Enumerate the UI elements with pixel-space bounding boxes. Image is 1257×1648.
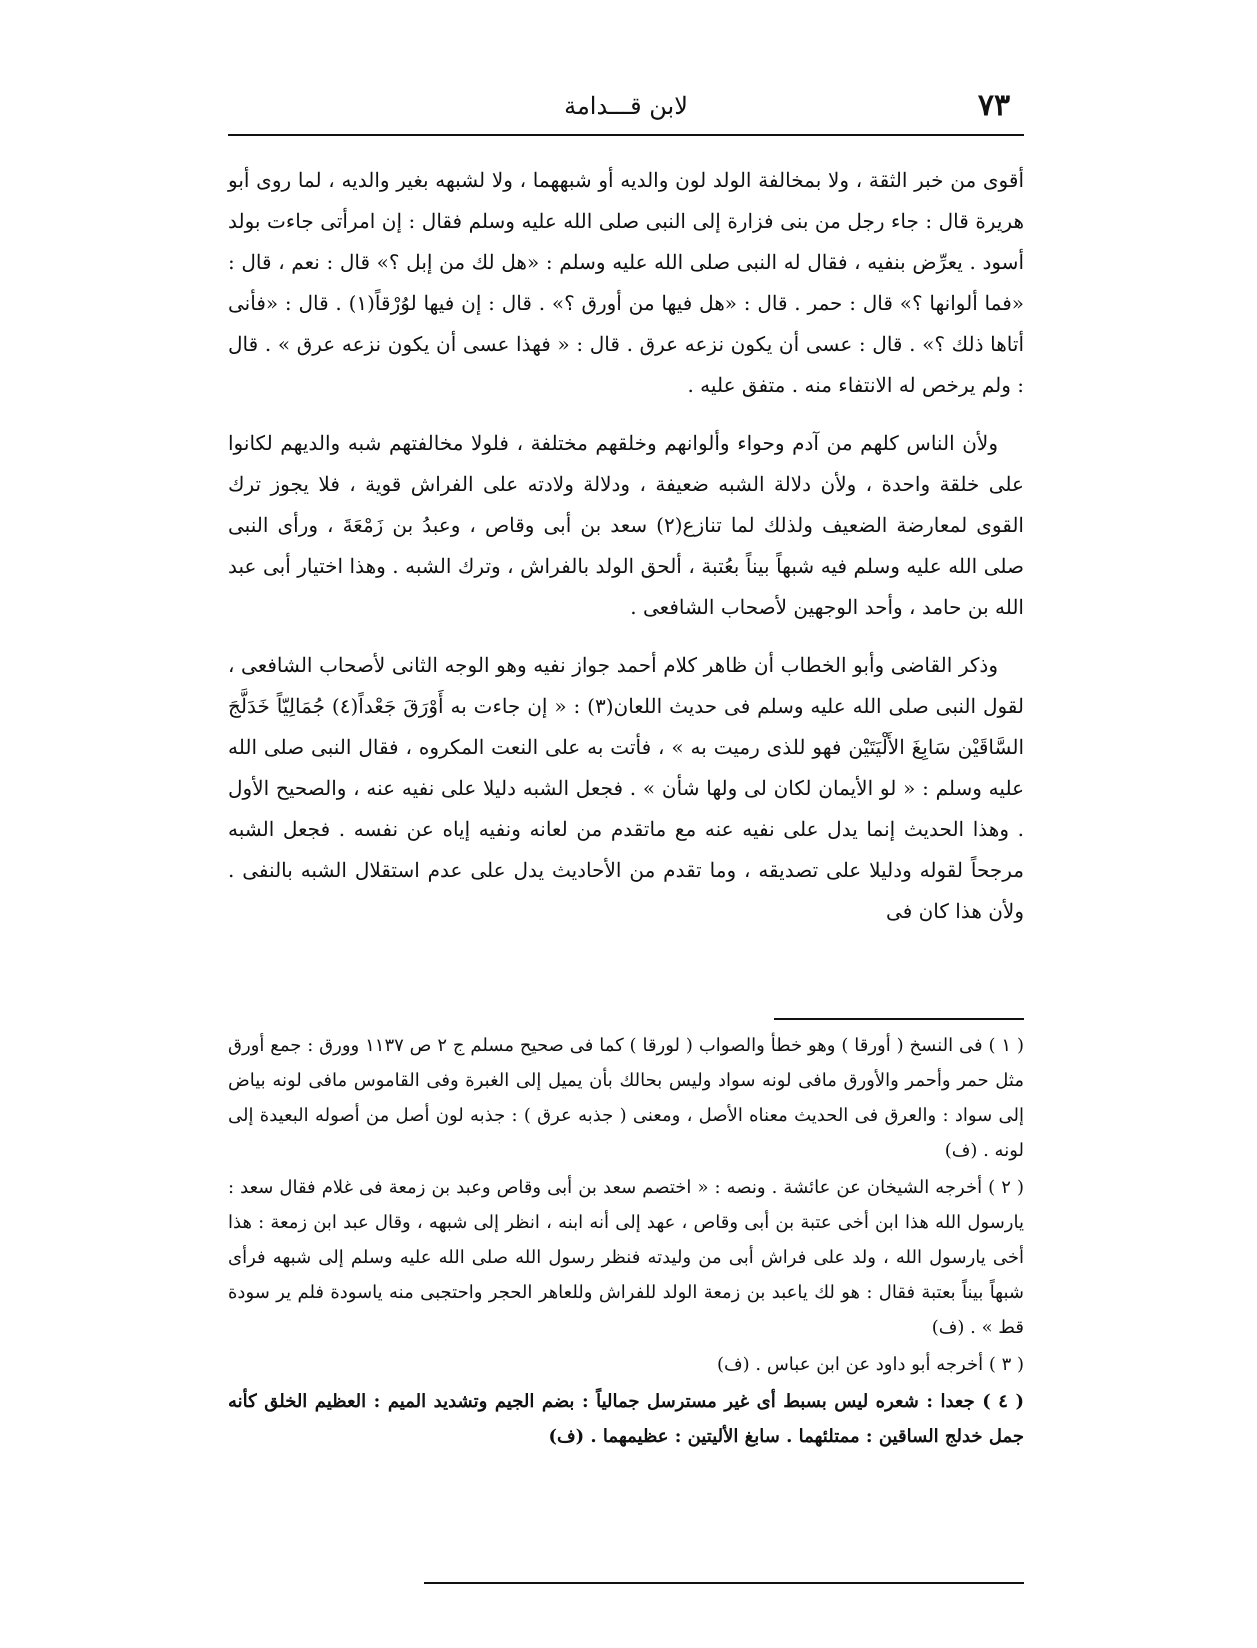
bottom-rule xyxy=(424,1582,1024,1584)
footnote-1: ( ١ ) فى النسخ ( أورقا ) وهو خطأ والصواب ( لورقا ) كما فى صحيح مسلم ج ٢ ص ١١٣٧ وورق : جمع أورق مثل حمر وأحمر والأورق مافى لونه سواد وليس بحالك بأن يميل إلى الغبرة وفى القاموس مافى لونه بياض إلى سواد : والعرق فى الحديث معناه الأصل ، ومعنى ( جذبه عرق ) : جذبه لون أصل من أصوله البعيدة إلى لونه . (ف) xyxy=(228,1035,1024,1161)
footnotes xyxy=(228,1028,1024,1456)
page-number: ٧٣ xyxy=(977,88,1011,123)
paragraph-1: أقوى من خبر الثقة ، ولا بمخالفة الولد لون والديه أو شبههما ، ولا لشبهه بغير والديه ، لما روى أبو هريرة قال : جاء رجل من بنى فزارة إلى النبى صلى الله عليه وسلم فقال : إن امرأتى جاءت بولد أسود . يعرِّض بنفيه ، فقال له النبى صلى الله عليه وسلم : «هل لك من إبل ؟» قال : نعم ، قال : «فما ألوانها ؟» قال : حمر . قال : «هل فيها من أورق ؟» . قال : إن فيها لوُرْقاً(١) . قال : «فأنى أتاها ذلك ؟» . قال : عسى أن يكون نزعه عرق . قال : « فهذا عسى أن يكون نزعه عرق » . قال : ولم يرخص له الانتفاء منه . متفق عليه . xyxy=(228,168,1025,397)
footnote-separator xyxy=(774,1018,1024,1020)
footnote-2: ( ٢ ) أخرجه الشيخان عن عائشة . ونصه : « اختصم سعد بن أبى وقاص وعبد بن زمعة فى غلام فقال سعد : يارسول الله هذا ابن أخى عتبة بن أبى وقاص ، عهد إلى أنه ابنه ، انظر إلى شبهه ، وقال عبد ابن زمعة : هذا أخى يارسول الله ، ولد على فراش أبى من وليدته فنظر رسول الله صلى الله عليه وسلم إلى شبهه فرأى شبهاً بيناً بعتبة فقال : هو لك ياعبد بن زمعة الولد للفراش وللعاهر الحجر واحتجبى منه ياسودة فلم ير سودة قط » . (ف) xyxy=(228,1177,1024,1338)
paragraph-2: ولأن الناس كلهم من آدم وحواء وألوانهم وخلقهم مختلفة ، فلولا مخالفتهم شبه والديهم لكانوا على خلقة واحدة ، ولأن دلالة الشبه ضعيفة ، ودلالة ولادته على الفراش قوية ، فلا يجوز ترك القوى لمعارضة الضعيف ولذلك لما تنازع(٢) سعد بن أبى وقاص ، وعبدُ بن زَمْعَةَ ، ورأى النبى صلى الله عليه وسلم فيه شبهاً بيناً بعُتبة ، ألحق الولد بالفراش ، وترك الشبه . وهذا اختيار أبى عبد الله بن حامد ، وأحد الوجهين لأصحاب الشافعى . xyxy=(228,431,1024,619)
paragraph-3: وذكر القاضى وأبو الخطاب أن ظاهر كلام أحمد جواز نفيه وهو الوجه الثانى لأصحاب الشافعى ، لقول النبى صلى الله عليه وسلم فى حديث اللعان(٣) : « إن جاءت به أَوْرَقَ جَعْداً(٤) جُمَالِيّاً خَدَلَّجَ السَّاقَيْن سَابِغَ الأَلْيَتَيْن فهو للذى رميت به » ، فأتت به على النعت المكروه ، فقال النبى صلى الله عليه وسلم : « لو الأيمان لكان لى ولها شأن » . فجعل الشبه دليلا على نفيه عنه ، والصحيح الأول . وهذا الحديث إنما يدل على نفيه عنه مع ماتقدم من لعانه ونفيه إياه عن نفسه . فجعل الشبه مرجحاً لقوله ودليلا على تصديقه ، وما تقدم من الأحاديث يدل على عدم استقلال الشبه بالنفى . ولأن هذا كان فى xyxy=(228,653,1025,923)
running-title: لابن قـــدامة xyxy=(564,92,688,120)
footnote-4: ( ٤ ) جعدا : شعره ليس بسبط أى غير مسترسل جمالياً : بضم الجيم وتشديد الميم : العظيم الخلق كأنه جمل خدلج الساقين : ممتلئهما . سابغ الأليتين : عظيمهما . (ف) xyxy=(228,1391,1024,1447)
main-text xyxy=(228,160,1024,949)
page-header xyxy=(228,88,1024,134)
header-rule xyxy=(228,134,1024,136)
footnote-3: ( ٣ ) أخرجه أبو داود عن ابن عباس . (ف) xyxy=(716,1354,1024,1375)
